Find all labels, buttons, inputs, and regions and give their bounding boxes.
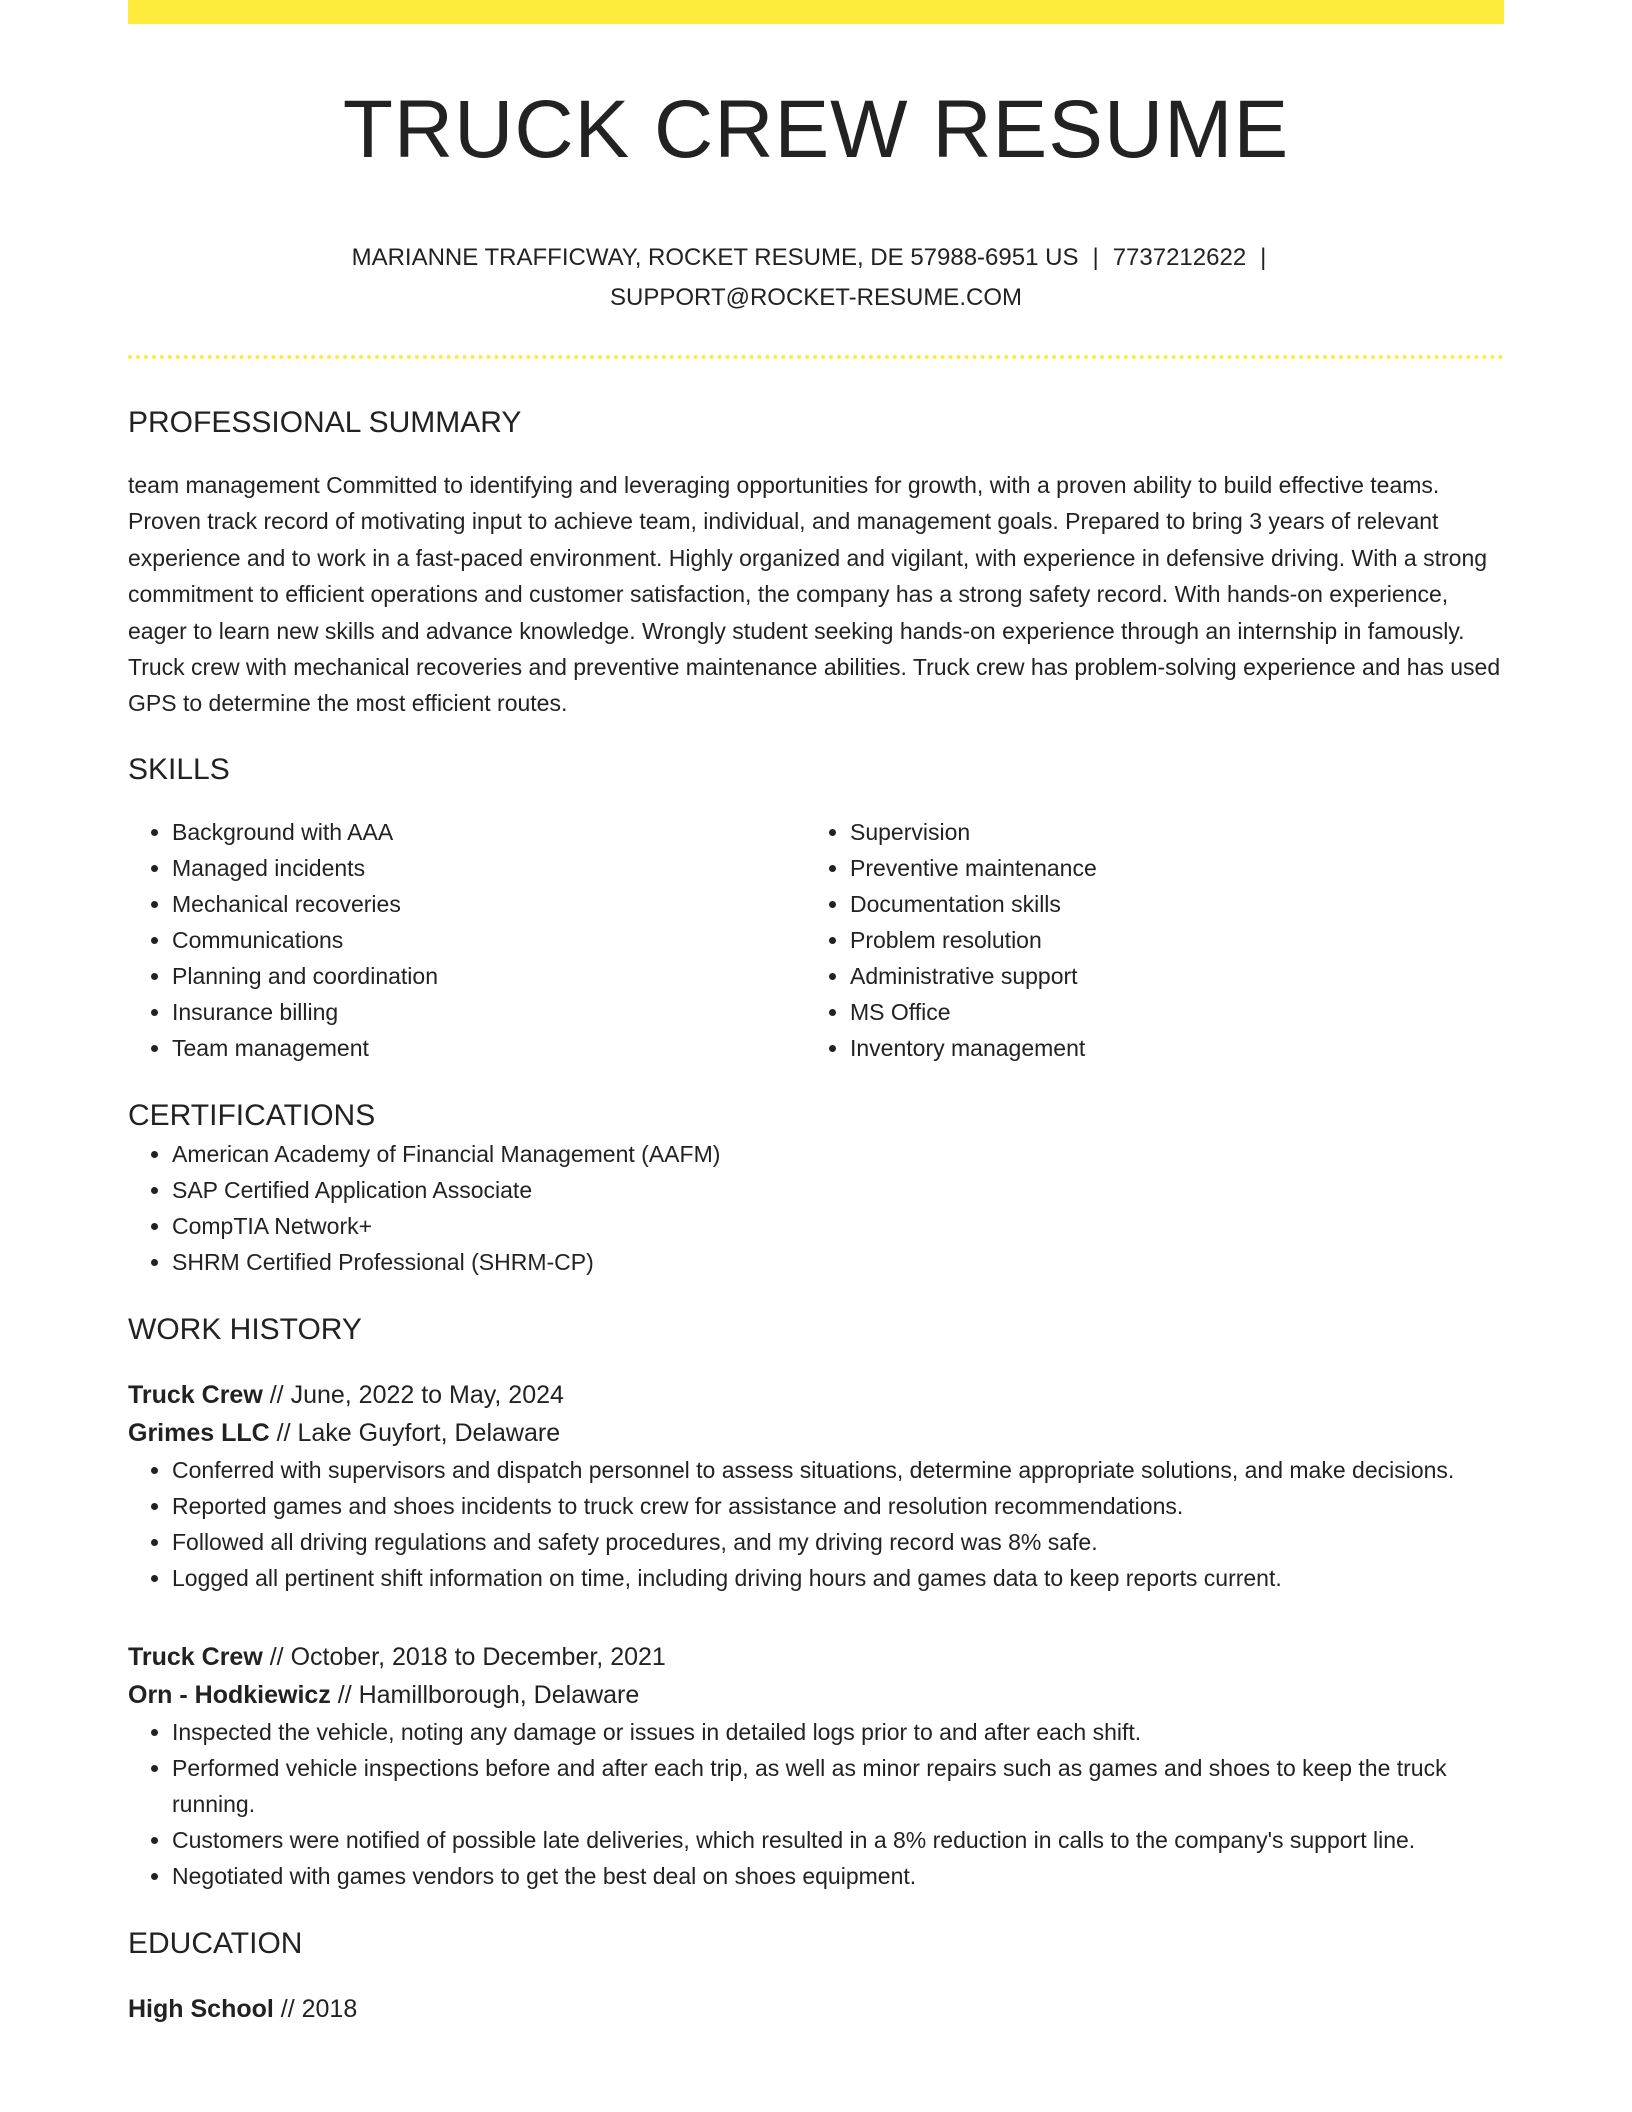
skill-item: • MS Office (850, 994, 1484, 1030)
skills-grid (128, 814, 1504, 1066)
contact-address: MARIANNE TRAFFICWAY, ROCKET RESUME, DE 57988-6951 US (351, 244, 1079, 271)
education-heading: EDUCATION (128, 1926, 303, 1960)
job-company-line (128, 1414, 1504, 1452)
header-divider (128, 355, 1504, 359)
certification-item: • SHRM Certified Professional (SHRM-CP) (172, 1244, 1504, 1280)
job-title-line (128, 1638, 1504, 1676)
job-title: Truck Crew (128, 1642, 263, 1671)
work-history-heading: WORK HISTORY (128, 1312, 362, 1346)
certification-item: • SAP Certified Application Associate (172, 1172, 1504, 1208)
skill-item: • Managed incidents (172, 850, 806, 886)
top-accent-bar (128, 0, 1504, 24)
job-dates: // June, 2022 to May, 2024 (262, 1380, 564, 1409)
skill-item: • Insurance billing (172, 994, 806, 1030)
job-bullet: • Followed all driving regulations and safety procedures, and my driving record was 8% safe. (172, 1524, 1504, 1560)
contact-phone: 7737212622 (1112, 244, 1247, 271)
job-bullet: • Conferred with supervisors and dispatch personnel to assess situations, determine appropriate solutions, and make decisions. (172, 1452, 1504, 1488)
job-entry (128, 1376, 1504, 1596)
job-title-line (128, 1376, 1504, 1414)
certifications-heading: CERTIFICATIONS (128, 1098, 376, 1132)
certification-item: • CompTIA Network+ (172, 1208, 1504, 1244)
job-bullet: • Negotiated with games vendors to get the best deal on shoes equipment. (172, 1858, 1504, 1894)
skill-item: • Inventory management (850, 1030, 1484, 1066)
skill-item: • Team management (172, 1030, 806, 1066)
job-bullet: • Performed vehicle inspections before and after each trip, as well as minor repairs such as games and shoes to keep the truck running. (172, 1750, 1504, 1822)
certification-item: • American Academy of Financial Management (AAFM) (172, 1136, 1504, 1172)
job-company: Orn - Hodkiewicz (128, 1680, 331, 1709)
skills-heading: SKILLS (128, 752, 230, 786)
education-entry (128, 1990, 1504, 2028)
summary-text: team management Committed to identifying and leveraging opportunities for growth, with a proven ability to build effective teams. Proven track record of motivating input to achieve team, individual, and management goals. Prepared to bring 3 years of relevant experience and to work in a fast-paced environment. Highly organized and vigilant, with experience in defensive driving. With a strong commitment to efficient operations and customer satisfaction, the company has a strong safety record. With hands-on experience, eager to learn new skills and advance knowledge. Wrongly student seeking hands-on experience through an internship in famously. Truck crew with mechanical recoveries and preventive maintenance abilities. Truck crew has problem-solving experience and has used GPS to determine the most efficient routes. (128, 472, 1501, 717)
skill-item: • Supervision (850, 814, 1484, 850)
education-year: // 2018 (273, 1994, 358, 2023)
job-company: Grimes LLC (128, 1418, 270, 1447)
job-dates: // October, 2018 to December, 2021 (262, 1642, 666, 1671)
contact-email: SUPPORT@ROCKET-RESUME.COM (610, 284, 1022, 311)
job-bullets (128, 1452, 1504, 1596)
job-company-line (128, 1676, 1504, 1714)
resume-title: TRUCK CREW RESUME (342, 84, 1290, 175)
skill-item: • Communications (172, 922, 806, 958)
job-entry (128, 1638, 1504, 1894)
skill-item: • Documentation skills (850, 886, 1484, 922)
job-bullet: • Customers were notified of possible late deliveries, which resulted in a 8% reduction in calls to the company's support line. (172, 1822, 1504, 1858)
contact-separator: | (1092, 244, 1099, 271)
summary-heading: PROFESSIONAL SUMMARY (128, 406, 522, 439)
skill-item: • Mechanical recoveries (172, 886, 806, 922)
job-bullet: • Inspected the vehicle, noting any damage or issues in detailed logs prior to and after each shift. (172, 1714, 1504, 1750)
skill-item: • Administrative support (850, 958, 1484, 994)
job-title: Truck Crew (128, 1380, 263, 1409)
skill-item: • Planning and coordination (172, 958, 806, 994)
contact-info (128, 238, 1504, 318)
job-bullet: • Logged all pertinent shift information on time, including driving hours and games data to keep reports current. (172, 1560, 1504, 1596)
skills-left-column (128, 814, 806, 1066)
job-location: // Lake Guyfort, Delaware (269, 1418, 561, 1447)
skill-item: • Preventive maintenance (850, 850, 1484, 886)
job-location: // Hamillborough, Delaware (330, 1680, 640, 1709)
skill-item: • Background with AAA (172, 814, 806, 850)
job-bullet: • Reported games and shoes incidents to truck crew for assistance and resolution recommendations. (172, 1488, 1504, 1524)
resume-page (128, 0, 1504, 2028)
certifications-list (128, 1136, 1504, 1280)
contact-separator: | (1260, 244, 1267, 271)
education-school: High School (128, 1994, 274, 2023)
skill-item: • Problem resolution (850, 922, 1484, 958)
skills-right-column (806, 814, 1484, 1066)
job-bullets (128, 1714, 1504, 1894)
